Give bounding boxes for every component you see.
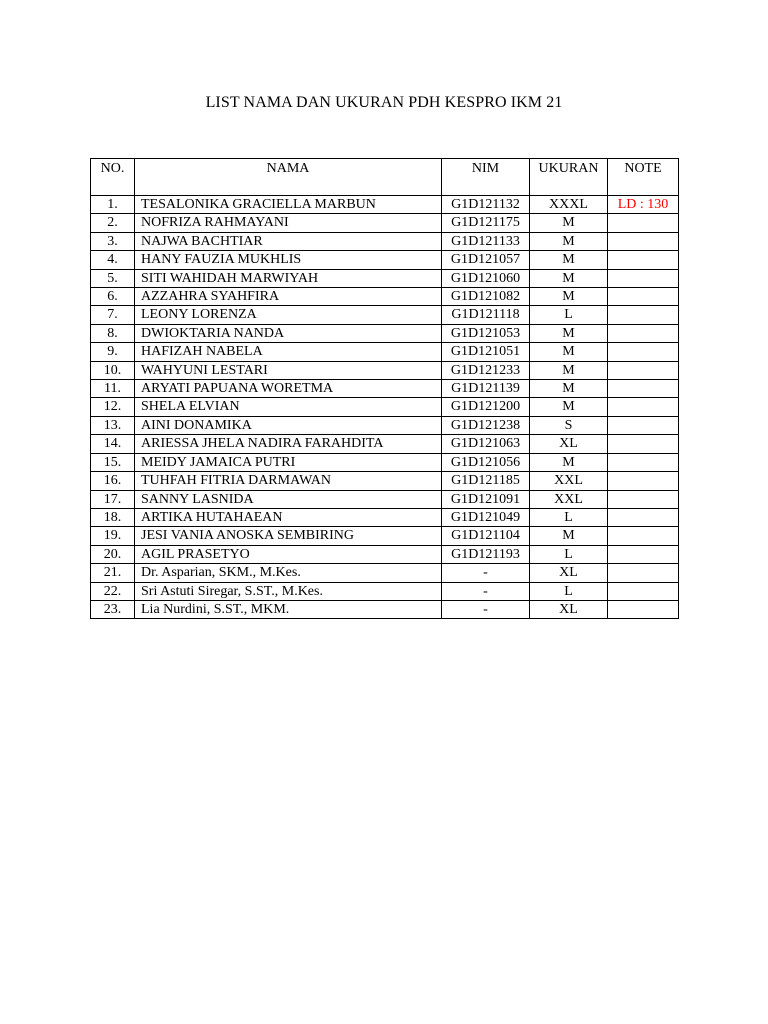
cell-nim: G1D121132 (442, 196, 530, 214)
cell-no: 6. (91, 288, 135, 306)
header-size: UKURAN (530, 159, 608, 196)
cell-note: LD : 130 (608, 196, 679, 214)
cell-nim: G1D121139 (442, 380, 530, 398)
table-row (91, 361, 679, 379)
cell-note (608, 600, 679, 618)
cell-name: SITI WAHIDAH MARWIYAH (135, 269, 442, 287)
cell-name: HAFIZAH NABELA (135, 343, 442, 361)
table-row (91, 545, 679, 563)
table-row (91, 398, 679, 416)
cell-no: 10. (91, 361, 135, 379)
cell-name: AZZAHRA SYAHFIRA (135, 288, 442, 306)
table-row (91, 453, 679, 471)
cell-no: 18. (91, 508, 135, 526)
cell-note (608, 214, 679, 232)
cell-note (608, 416, 679, 434)
table-row (91, 251, 679, 269)
header-name: NAMA (135, 159, 442, 196)
cell-no: 19. (91, 527, 135, 545)
table-row (91, 380, 679, 398)
cell-name: TUHFAH FITRIA DARMAWAN (135, 472, 442, 490)
cell-name: ARTIKA HUTAHAEAN (135, 508, 442, 526)
table-row (91, 435, 679, 453)
cell-no: 1. (91, 196, 135, 214)
cell-name: SANNY LASNIDA (135, 490, 442, 508)
table-row (91, 196, 679, 214)
cell-note (608, 288, 679, 306)
cell-size: M (530, 288, 608, 306)
cell-note (608, 251, 679, 269)
cell-note (608, 508, 679, 526)
cell-nim: - (442, 564, 530, 582)
cell-size: M (530, 527, 608, 545)
cell-no: 22. (91, 582, 135, 600)
cell-nim: G1D121193 (442, 545, 530, 563)
cell-name: DWIOKTARIA NANDA (135, 324, 442, 342)
cell-name: Sri Astuti Siregar, S.ST., M.Kes. (135, 582, 442, 600)
cell-name: JESI VANIA ANOSKA SEMBIRING (135, 527, 442, 545)
cell-name: Lia Nurdini, S.ST., MKM. (135, 600, 442, 618)
cell-nim: G1D121082 (442, 288, 530, 306)
table-row (91, 232, 679, 250)
cell-size: M (530, 361, 608, 379)
cell-name: WAHYUNI LESTARI (135, 361, 442, 379)
cell-name: ARIESSA JHELA NADIRA FARAHDITA (135, 435, 442, 453)
table-row (91, 416, 679, 434)
cell-no: 2. (91, 214, 135, 232)
table-row (91, 582, 679, 600)
cell-nim: G1D121175 (442, 214, 530, 232)
cell-no: 3. (91, 232, 135, 250)
cell-note (608, 343, 679, 361)
cell-name: ARYATI PAPUANA WORETMA (135, 380, 442, 398)
cell-no: 8. (91, 324, 135, 342)
cell-note (608, 435, 679, 453)
cell-nim: G1D121060 (442, 269, 530, 287)
cell-size: XXL (530, 490, 608, 508)
cell-name: SHELA ELVIAN (135, 398, 442, 416)
table-row (91, 269, 679, 287)
cell-note (608, 564, 679, 582)
cell-note (608, 398, 679, 416)
cell-size: L (530, 582, 608, 600)
cell-nim: G1D121233 (442, 361, 530, 379)
cell-name: AINI DONAMIKA (135, 416, 442, 434)
cell-name: TESALONIKA GRACIELLA MARBUN (135, 196, 442, 214)
cell-note (608, 453, 679, 471)
cell-nim: G1D121104 (442, 527, 530, 545)
cell-no: 17. (91, 490, 135, 508)
cell-no: 11. (91, 380, 135, 398)
cell-no: 13. (91, 416, 135, 434)
cell-size: M (530, 380, 608, 398)
cell-size: L (530, 545, 608, 563)
table-row (91, 324, 679, 342)
cell-nim: G1D121091 (442, 490, 530, 508)
cell-note (608, 269, 679, 287)
cell-no: 23. (91, 600, 135, 618)
table-row (91, 508, 679, 526)
table-header-row (91, 159, 679, 196)
table-body (91, 196, 679, 619)
cell-size: L (530, 508, 608, 526)
cell-note (608, 472, 679, 490)
cell-no: 15. (91, 453, 135, 471)
cell-size: M (530, 232, 608, 250)
cell-note (608, 232, 679, 250)
cell-note (608, 582, 679, 600)
cell-note (608, 324, 679, 342)
cell-size: M (530, 214, 608, 232)
cell-no: 14. (91, 435, 135, 453)
document-title: LIST NAMA DAN UKURAN PDH KESPRO IKM 21 (205, 94, 563, 111)
table-row (91, 343, 679, 361)
table-row (91, 214, 679, 232)
cell-no: 20. (91, 545, 135, 563)
cell-no: 21. (91, 564, 135, 582)
cell-nim: G1D121200 (442, 398, 530, 416)
cell-note (608, 361, 679, 379)
table-row (91, 600, 679, 618)
cell-nim: G1D121185 (442, 472, 530, 490)
cell-name: NOFRIZA RAHMAYANI (135, 214, 442, 232)
cell-size: XL (530, 435, 608, 453)
header-nim: NIM (442, 159, 530, 196)
cell-nim: G1D121238 (442, 416, 530, 434)
cell-note (608, 380, 679, 398)
table-row (91, 490, 679, 508)
cell-name: NAJWA BACHTIAR (135, 232, 442, 250)
cell-name: LEONY LORENZA (135, 306, 442, 324)
table-row (91, 288, 679, 306)
table-row (91, 564, 679, 582)
cell-nim: G1D121051 (442, 343, 530, 361)
cell-nim: G1D121133 (442, 232, 530, 250)
cell-no: 12. (91, 398, 135, 416)
cell-size: M (530, 343, 608, 361)
table-row (91, 527, 679, 545)
cell-note (608, 306, 679, 324)
cell-no: 16. (91, 472, 135, 490)
cell-size: XXL (530, 472, 608, 490)
cell-size: M (530, 269, 608, 287)
cell-nim: - (442, 600, 530, 618)
cell-size: XL (530, 564, 608, 582)
cell-nim: - (442, 582, 530, 600)
cell-name: Dr. Asparian, SKM., M.Kes. (135, 564, 442, 582)
cell-size: XL (530, 600, 608, 618)
cell-nim: G1D121049 (442, 508, 530, 526)
cell-note (608, 545, 679, 563)
cell-no: 4. (91, 251, 135, 269)
cell-name: AGIL PRASETYO (135, 545, 442, 563)
cell-no: 9. (91, 343, 135, 361)
cell-no: 5. (91, 269, 135, 287)
header-no: NO. (91, 159, 135, 196)
cell-size: M (530, 398, 608, 416)
cell-name: HANY FAUZIA MUKHLIS (135, 251, 442, 269)
cell-size: M (530, 453, 608, 471)
cell-size: XXXL (530, 196, 608, 214)
cell-nim: G1D121056 (442, 453, 530, 471)
cell-nim: G1D121057 (442, 251, 530, 269)
cell-note (608, 527, 679, 545)
cell-nim: G1D121063 (442, 435, 530, 453)
cell-note (608, 490, 679, 508)
cell-size: L (530, 306, 608, 324)
table-row (91, 306, 679, 324)
header-note: NOTE (608, 159, 679, 196)
cell-nim: G1D121053 (442, 324, 530, 342)
cell-size: M (530, 251, 608, 269)
cell-no: 7. (91, 306, 135, 324)
table-row (91, 472, 679, 490)
size-list-table (90, 158, 679, 619)
cell-size: M (530, 324, 608, 342)
cell-size: S (530, 416, 608, 434)
cell-name: MEIDY JAMAICA PUTRI (135, 453, 442, 471)
cell-nim: G1D121118 (442, 306, 530, 324)
